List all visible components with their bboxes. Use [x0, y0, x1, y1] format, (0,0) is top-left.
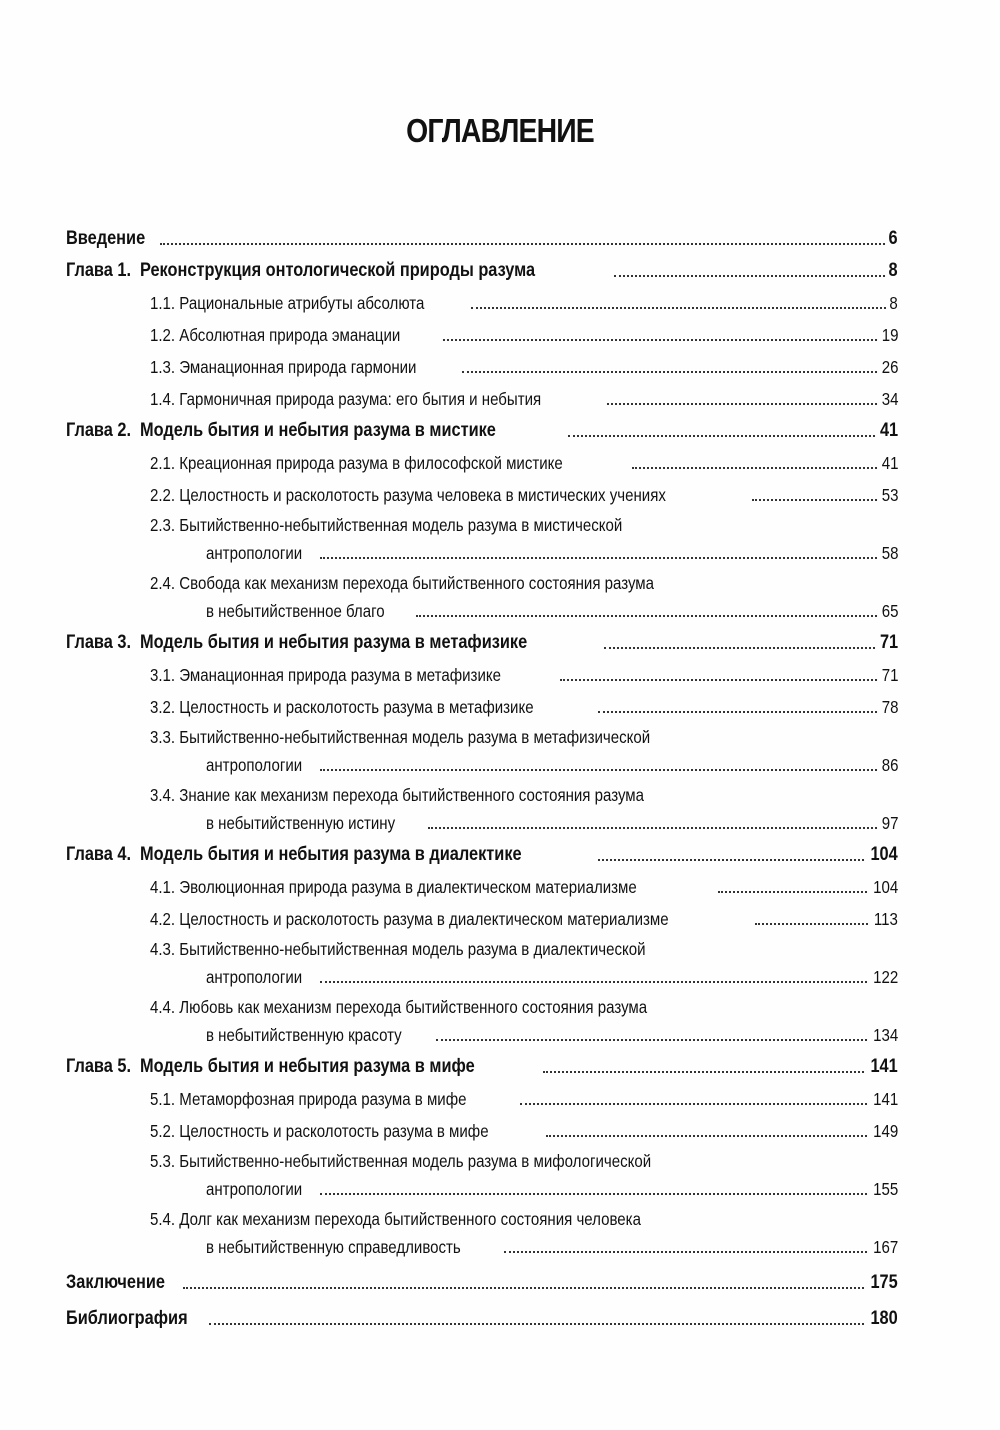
dot-leader [428, 827, 877, 829]
chapter-number: Глава 1. [66, 260, 132, 281]
entry-label: 4.3. Бытийственно-небытийственная модель разума в диалектической [150, 939, 646, 959]
page-number: 26 [881, 357, 898, 377]
page-number: 8 [889, 293, 898, 313]
chapter-number: Глава 5. [66, 1056, 132, 1077]
toc-entry-section-5-3[interactable] [66, 1142, 898, 1200]
entry-label: 5.2. Целостность и расколотость разума в мифе [150, 1121, 489, 1141]
dot-leader [416, 615, 877, 617]
toc-entry-section-1-3[interactable] [66, 346, 898, 378]
page-number: 167 [872, 1237, 898, 1257]
dot-leader [320, 981, 867, 983]
page-number: 97 [881, 813, 898, 833]
toc-entry-chapter-4[interactable] [66, 834, 898, 866]
dot-leader [471, 307, 886, 309]
dot-leader [604, 647, 875, 649]
dot-leader [520, 1103, 867, 1105]
entry-label-continuation: в небытийственную истину [206, 813, 396, 833]
chapter-title: Модель бытия и небытия разума в метафизике [139, 632, 528, 653]
entry-label: 1.1. Рациональные атрибуты абсолюта [150, 293, 425, 313]
dot-leader [632, 467, 877, 469]
dot-leader [755, 923, 868, 925]
page-number: 175 [870, 1272, 898, 1293]
page-number: 34 [881, 389, 898, 409]
page-number: 71 [881, 665, 898, 685]
dot-leader [443, 339, 876, 341]
page-number: 149 [872, 1121, 898, 1141]
table-of-contents [66, 218, 898, 1330]
entry-label: Введение [66, 228, 146, 249]
page-number: 155 [872, 1179, 898, 1199]
entry-label: 2.1. Креационная природа разума в философской мистике [150, 453, 563, 473]
entry-label [66, 844, 522, 866]
entry-label: 4.1. Эволюционная природа разума в диалектическом материализме [150, 877, 637, 897]
entry-label [66, 420, 496, 442]
chapter-title: Модель бытия и небытия разума в диалектике [139, 844, 522, 865]
entry-label-continuation: антропологии [206, 755, 303, 775]
dot-leader [607, 403, 877, 405]
page-number: 141 [872, 1089, 898, 1109]
dot-leader [543, 1071, 864, 1073]
dot-leader [546, 1135, 867, 1137]
page-number: 41 [881, 453, 898, 473]
entry-label: 1.2. Абсолютная природа эманации [150, 325, 401, 345]
toc-entry-section-4-2[interactable] [66, 898, 898, 930]
entry-label: 2.3. Бытийственно-небытийственная модель разума в мистической [150, 515, 623, 535]
toc-entry-chapter-5[interactable] [66, 1046, 898, 1078]
toc-entry-section-5-2[interactable] [66, 1110, 898, 1142]
chapter-number: Глава 2. [66, 420, 132, 441]
entry-label-continuation: в небытийственную справедливость [206, 1237, 461, 1257]
entry-label: 3.4. Знание как механизм перехода бытийственного состояния разума [150, 785, 645, 805]
toc-entry-chapter-1[interactable] [66, 250, 898, 282]
toc-entry-section-1-2[interactable] [66, 314, 898, 346]
dot-leader [436, 1039, 867, 1041]
entry-label [66, 260, 535, 282]
dot-leader [504, 1251, 867, 1253]
entry-label: 2.4. Свобода как механизм перехода бытийственного состояния разума [150, 573, 655, 593]
chapter-title: Модель бытия и небытия разума в мифе [139, 1056, 475, 1077]
dot-leader [320, 557, 877, 559]
entry-label: 3.2. Целостность и расколотость разума в метафизике [150, 697, 534, 717]
chapter-title: Модель бытия и небытия разума в мистике [139, 420, 496, 441]
dot-leader [598, 859, 865, 861]
page-number: 104 [870, 844, 898, 865]
toc-entry-section-3-3[interactable] [66, 718, 898, 776]
page-number: 104 [872, 877, 898, 897]
toc-entry-section-2-1[interactable] [66, 442, 898, 474]
page-number: 6 [888, 228, 898, 249]
entry-label: 5.3. Бытийственно-небытийственная модель разума в мифологической [150, 1151, 652, 1171]
page-number: 8 [888, 260, 898, 281]
entry-label: 4.2. Целостность и расколотость разума в диалектическом материализме [150, 909, 669, 929]
dot-leader [320, 769, 877, 771]
page-number: 58 [881, 543, 898, 563]
page-title: ОГЛАВЛЕНИЕ [406, 112, 594, 149]
dot-leader [718, 891, 867, 893]
entry-label: 3.3. Бытийственно-небытийственная модель разума в метафизической [150, 727, 651, 747]
page-number: 65 [881, 601, 898, 621]
dot-leader [183, 1287, 864, 1289]
page-number: 180 [870, 1308, 898, 1329]
dot-leader [560, 679, 876, 681]
page-number: 141 [870, 1056, 898, 1077]
page-number: 19 [881, 325, 898, 345]
entry-label: Заключение [66, 1272, 165, 1293]
page-number: 78 [881, 697, 898, 717]
page-number: 53 [881, 485, 898, 505]
dot-leader [598, 711, 877, 713]
entry-label-continuation: антропологии [206, 543, 303, 563]
entry-label-continuation: антропологии [206, 967, 303, 987]
toc-entry-section-5-1[interactable] [66, 1078, 898, 1110]
dot-leader [462, 371, 877, 373]
toc-entry-section-2-4[interactable] [66, 564, 898, 622]
entry-label-continuation: в небытийственное благо [206, 601, 385, 621]
toc-entry-section-2-3[interactable] [66, 506, 898, 564]
dot-leader [209, 1323, 864, 1325]
toc-entry-bibliography[interactable] [66, 1294, 898, 1330]
toc-entry-chapter-3[interactable] [66, 622, 898, 654]
dot-leader [752, 499, 877, 501]
entry-label: 5.1. Метаморфозная природа разума в мифе [150, 1089, 467, 1109]
entry-label-continuation: антропологии [206, 1179, 303, 1199]
dot-leader [160, 243, 885, 245]
entry-label-continuation: в небытийственную красоту [206, 1025, 402, 1045]
entry-label: 4.4. Любовь как механизм перехода бытийственного состояния разума [150, 997, 648, 1017]
entry-label: 2.2. Целостность и расколотость разума человека в мистических учениях [150, 485, 666, 505]
entry-label: 3.1. Эманационная природа разума в метафизике [150, 665, 501, 685]
entry-label: 1.4. Гармоничная природа разума: его бытия и небытия [150, 389, 542, 409]
toc-entry-section-5-4[interactable] [66, 1200, 898, 1258]
dot-leader [568, 435, 875, 437]
chapter-title: Реконструкция онтологической природы разума [139, 260, 536, 281]
chapter-number: Глава 3. [66, 632, 132, 653]
entry-label [66, 632, 527, 654]
toc-entry-section-2-2[interactable] [66, 474, 898, 506]
toc-entry-introduction[interactable] [66, 218, 898, 250]
entry-label: Библиография [66, 1308, 188, 1329]
toc-entry-section-4-4[interactable] [66, 988, 898, 1046]
entry-label: 5.4. Долг как механизм перехода бытийственного состояния человека [150, 1209, 641, 1229]
toc-entry-section-4-3[interactable] [66, 930, 898, 988]
page-number: 71 [879, 632, 898, 653]
toc-entry-section-4-1[interactable] [66, 866, 898, 898]
toc-entry-conclusion[interactable] [66, 1258, 898, 1294]
toc-entry-chapter-2[interactable] [66, 410, 898, 442]
toc-entry-section-1-1[interactable] [66, 282, 898, 314]
entry-label [66, 1056, 475, 1078]
page-number: 86 [881, 755, 898, 775]
page-number: 113 [874, 909, 898, 929]
chapter-number: Глава 4. [66, 844, 132, 865]
toc-entry-section-3-4[interactable] [66, 776, 898, 834]
toc-entry-section-1-4[interactable] [66, 378, 898, 410]
toc-entry-section-3-2[interactable] [66, 686, 898, 718]
page-number: 41 [879, 420, 898, 441]
entry-label: 1.3. Эманационная природа гармонии [150, 357, 417, 377]
page-number: 134 [872, 1025, 898, 1045]
dot-leader [614, 275, 886, 277]
page-number: 122 [872, 967, 898, 987]
toc-entry-section-3-1[interactable] [66, 654, 898, 686]
dot-leader [320, 1193, 867, 1195]
